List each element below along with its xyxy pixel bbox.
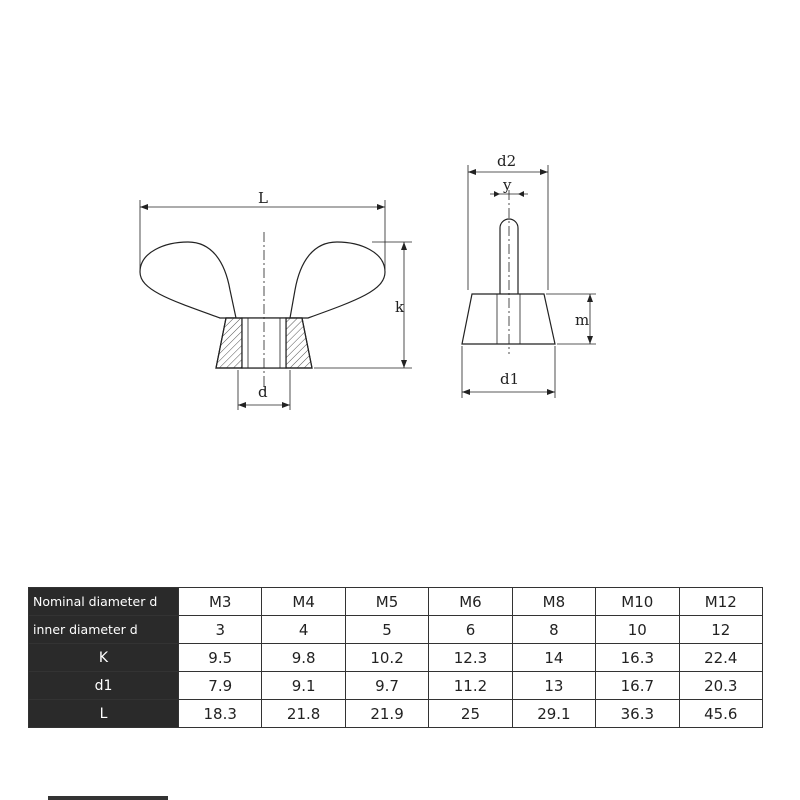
table-cell: 9.8: [262, 644, 345, 672]
table-cell: 9.7: [345, 672, 428, 700]
table-cell: 7.9: [179, 672, 262, 700]
dim-label-d1: d1: [500, 370, 520, 388]
table-cell: M6: [429, 588, 512, 616]
table-cell: 6: [429, 616, 512, 644]
table-cell: 5: [345, 616, 428, 644]
table-cell: M8: [512, 588, 595, 616]
table-cell: 29.1: [512, 700, 595, 728]
side-view: [462, 165, 596, 398]
dim-label-y: y: [503, 176, 512, 194]
table-cell: M10: [596, 588, 679, 616]
side-body-outline: [462, 294, 555, 344]
row-label: inner diameter d: [29, 616, 179, 644]
table-cell: 12.3: [429, 644, 512, 672]
spec-table: [28, 587, 763, 728]
row-label: Nominal diameter d: [29, 588, 179, 616]
inner-diameter-row: [29, 616, 763, 644]
left-wing-outline: [140, 242, 236, 318]
right-wing-outline: [290, 242, 385, 318]
nominal-diameter-row: [29, 588, 763, 616]
table-cell: 10.2: [345, 644, 428, 672]
d1-row: [29, 672, 763, 700]
dim-label-L: L: [258, 189, 268, 207]
table-cell: 13: [512, 672, 595, 700]
front-view: [140, 200, 412, 410]
dim-label-k: k: [395, 298, 405, 316]
table-cell: 45.6: [679, 700, 762, 728]
table-cell: 36.3: [596, 700, 679, 728]
table-cell: 11.2: [429, 672, 512, 700]
table-cell: 12: [679, 616, 762, 644]
bottom-edge-bar: [48, 796, 168, 800]
table-cell: 18.3: [179, 700, 262, 728]
table-cell: M5: [345, 588, 428, 616]
table-cell: 4: [262, 616, 345, 644]
dim-label-d: d: [258, 383, 268, 401]
table-cell: 8: [512, 616, 595, 644]
left-hatched-section: [216, 318, 242, 368]
table-cell: 10: [596, 616, 679, 644]
row-label: L: [29, 700, 179, 728]
table-cell: 14: [512, 644, 595, 672]
dim-label-d2: d2: [497, 152, 517, 170]
table-cell: 25: [429, 700, 512, 728]
right-hatched-section: [286, 318, 312, 368]
k-row: [29, 644, 763, 672]
table-cell: 16.7: [596, 672, 679, 700]
table-cell: 9.5: [179, 644, 262, 672]
table-cell: 22.4: [679, 644, 762, 672]
table-cell: 21.8: [262, 700, 345, 728]
row-label: d1: [29, 672, 179, 700]
row-label: K: [29, 644, 179, 672]
table-cell: 3: [179, 616, 262, 644]
table-cell: 9.1: [262, 672, 345, 700]
table-cell: 21.9: [345, 700, 428, 728]
l-row: [29, 700, 763, 728]
table-cell: M4: [262, 588, 345, 616]
table-cell: M12: [679, 588, 762, 616]
table-cell: 20.3: [679, 672, 762, 700]
table-cell: M3: [179, 588, 262, 616]
dim-label-m: m: [575, 311, 590, 329]
table-cell: 16.3: [596, 644, 679, 672]
